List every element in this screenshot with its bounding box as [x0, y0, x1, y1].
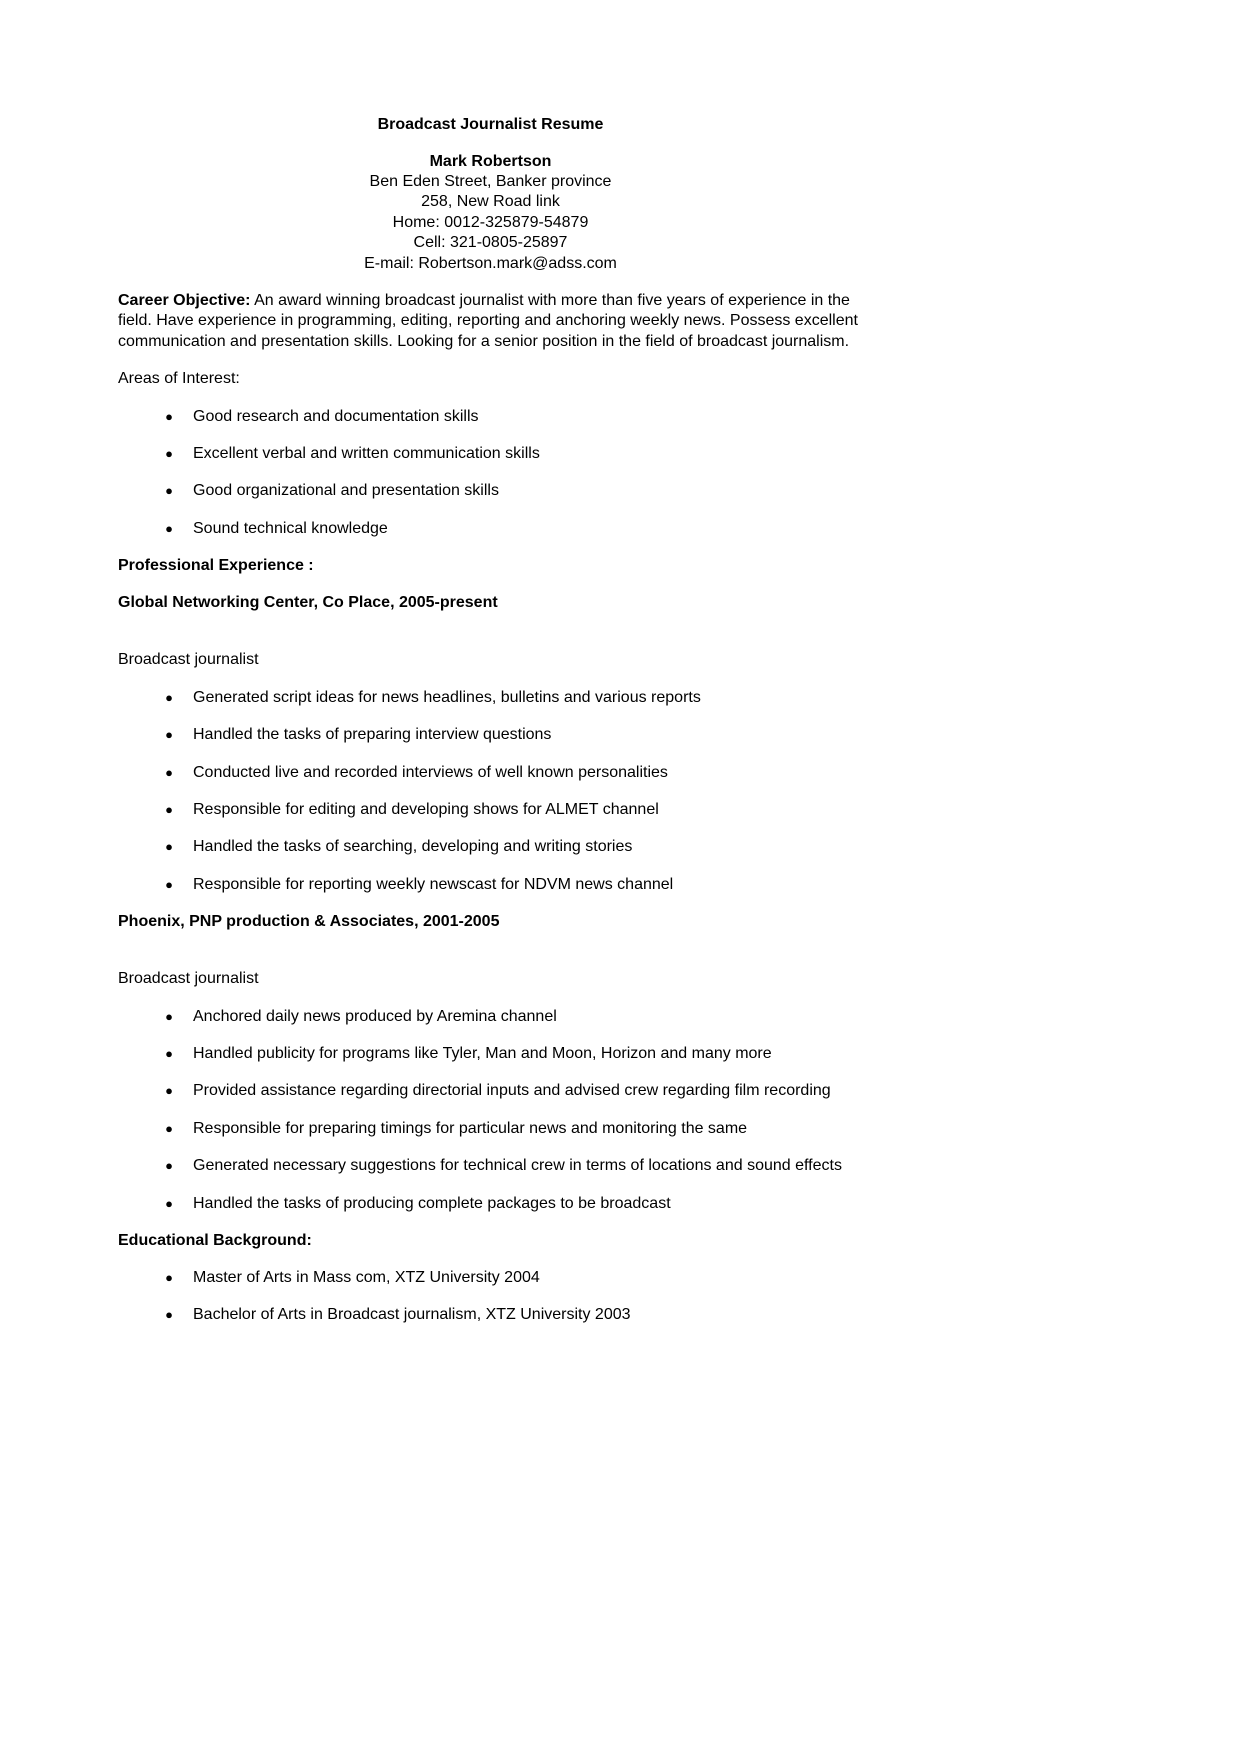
document-title: Broadcast Journalist Resume: [377, 116, 604, 133]
interests-list: [118, 407, 863, 540]
list-item: [118, 875, 863, 895]
resume-body: [118, 115, 863, 1326]
candidate-name: Mark Robertson: [429, 153, 552, 170]
bullet-icon: ●: [165, 1083, 173, 1099]
list-item-text: Handled the tasks of searching, developing and writing stories: [193, 838, 633, 856]
bullet-icon: ●: [165, 1195, 173, 1211]
list-item: [118, 688, 863, 708]
job-employer-1: Global Networking Center, Co Place, 2005-present: [118, 594, 498, 612]
bullet-icon: ●: [165, 1045, 173, 1061]
list-item: [118, 1268, 863, 1288]
list-item-text: Anchored daily news produced by Aremina channel: [193, 1007, 557, 1025]
list-item: [118, 1156, 863, 1176]
interests-heading: Areas of Interest:: [118, 370, 240, 388]
list-item-text: Handled the tasks of preparing interview questions: [193, 726, 552, 744]
bullet-icon: ●: [165, 446, 173, 462]
bullet-icon: ●: [165, 727, 173, 743]
job-duties-1: [118, 688, 863, 895]
list-item: [118, 763, 863, 783]
list-item: [118, 1119, 863, 1139]
list-item: [118, 800, 863, 820]
bullet-icon: ●: [165, 1269, 173, 1285]
list-item: [118, 519, 863, 539]
list-item: [118, 1305, 863, 1325]
list-item-text: Excellent verbal and written communication skills: [193, 445, 540, 463]
list-item-text: Generated necessary suggestions for technical crew in terms of locations and sound effects: [193, 1157, 842, 1175]
cell-phone: Cell: 321-0805-25897: [413, 234, 568, 252]
list-item: [118, 407, 863, 427]
list-item: [118, 1007, 863, 1027]
list-item: [118, 1194, 863, 1214]
bullet-icon: ●: [165, 483, 173, 499]
job-duties-2: [118, 1007, 863, 1214]
list-item-text: Provided assistance regarding directorial inputs and advised crew regarding film recording: [193, 1082, 831, 1100]
list-item-text: Responsible for reporting weekly newscast for NDVM news channel: [193, 875, 674, 893]
job-employer-2: Phoenix, PNP production & Associates, 2001-2005: [118, 913, 500, 931]
address-line-1: Ben Eden Street, Banker province: [369, 173, 612, 190]
list-item-text: Handled publicity for programs like Tyler, Man and Moon, Horizon and many more: [193, 1044, 772, 1062]
list-item-text: Generated script ideas for news headlines, bulletins and various reports: [193, 688, 701, 706]
bullet-icon: ●: [165, 839, 173, 855]
bullet-icon: ●: [165, 1008, 173, 1024]
education-list: [118, 1268, 863, 1326]
list-item: [118, 1081, 863, 1101]
list-item: [118, 1044, 863, 1064]
list-item-text: Good organizational and presentation skills: [193, 482, 499, 500]
email-address: E-mail: Robertson.mark@adss.com: [364, 254, 617, 272]
resume-header: [118, 115, 863, 274]
bullet-icon: ●: [165, 801, 173, 817]
bullet-icon: ●: [165, 876, 173, 892]
bullet-icon: ●: [165, 689, 173, 705]
list-item-text: Master of Arts in Mass com, XTZ University 2004: [193, 1268, 540, 1286]
list-item: [118, 725, 863, 745]
career-objective-label: Career Objective:: [118, 292, 251, 310]
list-item-text: Responsible for editing and developing shows for ALMET channel: [193, 800, 659, 818]
bullet-icon: ●: [165, 764, 173, 780]
bullet-icon: ●: [165, 520, 173, 536]
job-role-2: Broadcast journalist: [118, 970, 259, 988]
list-item-text: Good research and documentation skills: [193, 407, 479, 425]
bullet-icon: ●: [165, 408, 173, 424]
list-item: [118, 481, 863, 501]
bullet-icon: ●: [165, 1307, 173, 1323]
list-item-text: Responsible for preparing timings for particular news and monitoring the same: [193, 1119, 748, 1137]
career-objective-text: An award winning broadcast journalist with more than five years of experience in the field. Have experience in programming, editing, reporting and anchoring weekly news. Possess excellent communication and presentation skills. Looking for a senior position in the field of broadcast journalism.: [118, 292, 858, 350]
job-role-1: Broadcast journalist: [118, 651, 259, 669]
address-line-2: 258, New Road link: [421, 193, 560, 211]
home-phone: Home: 0012-325879-54879: [392, 213, 589, 231]
list-item-text: Bachelor of Arts in Broadcast journalism, XTZ University 2003: [193, 1306, 631, 1324]
list-item: [118, 444, 863, 464]
experience-heading: Professional Experience :: [118, 557, 314, 575]
bullet-icon: ●: [165, 1158, 173, 1174]
bullet-icon: ●: [165, 1120, 173, 1136]
list-item-text: Sound technical knowledge: [193, 519, 388, 537]
list-item-text: Conducted live and recorded interviews of well known personalities: [193, 763, 668, 781]
career-objective: [118, 291, 863, 352]
list-item-text: Handled the tasks of producing complete packages to be broadcast: [193, 1194, 671, 1212]
list-item: [118, 837, 863, 857]
education-heading: Educational Background:: [118, 1231, 312, 1249]
